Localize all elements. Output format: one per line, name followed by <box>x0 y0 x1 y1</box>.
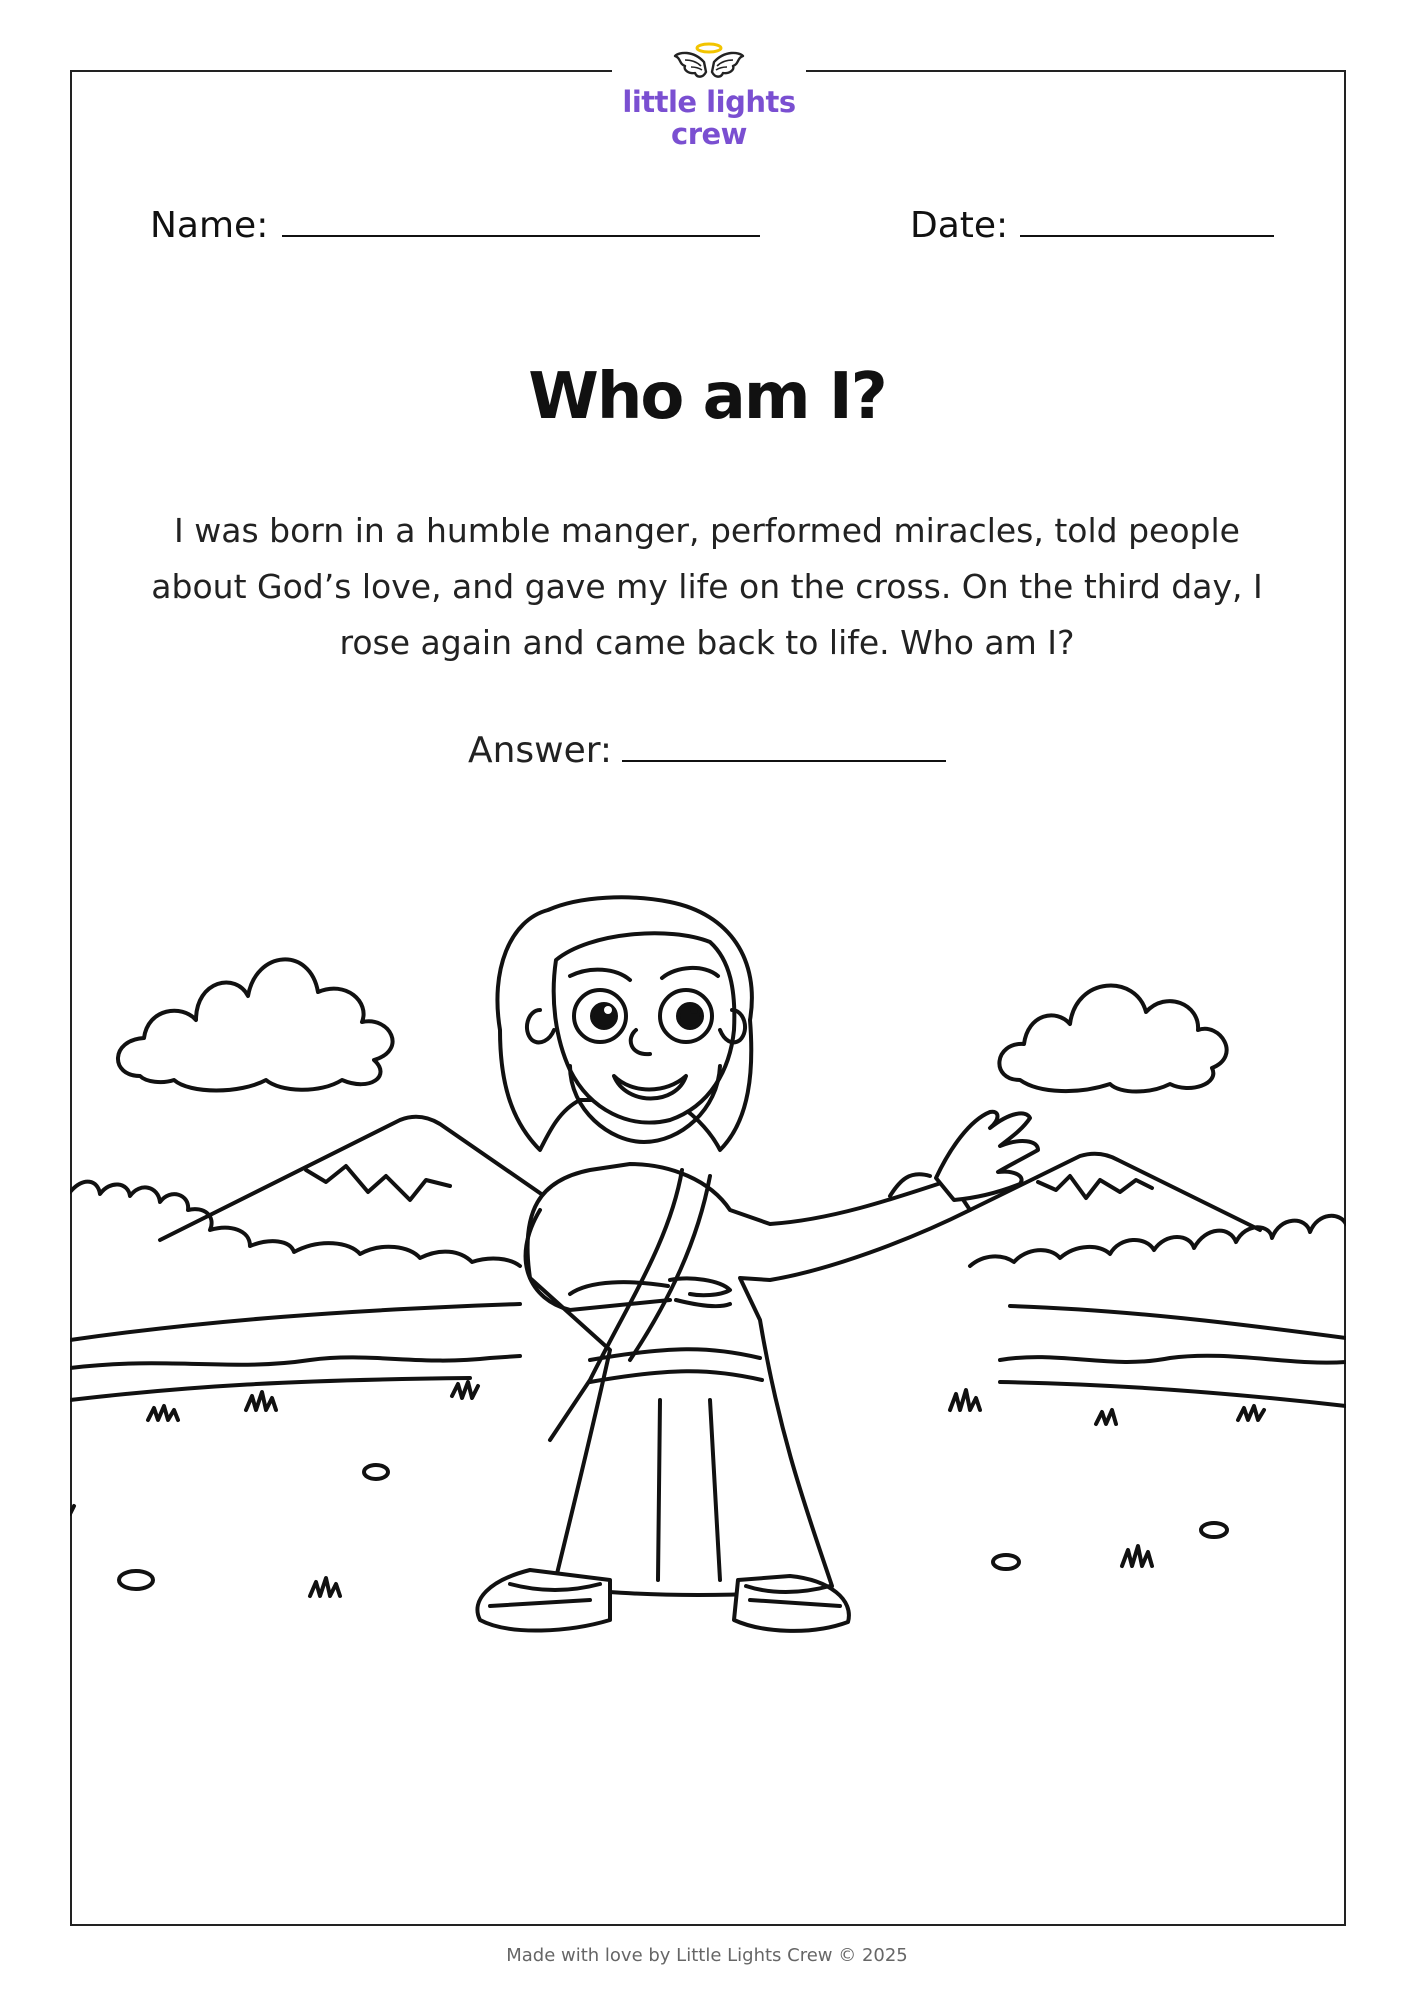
grass-tuft <box>1238 1406 1264 1420</box>
date-blank-line[interactable] <box>1020 205 1274 237</box>
grass-tuft <box>950 1390 980 1410</box>
grass-tuft <box>148 1406 178 1420</box>
grass-tuft <box>1122 1546 1152 1566</box>
grass-tuft <box>246 1392 276 1410</box>
cloud-left <box>118 959 393 1090</box>
pebble <box>364 1465 388 1479</box>
answer-field[interactable] <box>0 730 1414 771</box>
grass-tuft <box>452 1382 478 1398</box>
pebble <box>993 1555 1019 1569</box>
raised-hand <box>936 1112 1038 1200</box>
answer-blank-line[interactable] <box>622 730 946 762</box>
name-label: Name: <box>150 205 269 246</box>
bush-line-right <box>970 1216 1346 1266</box>
grass-tuft <box>1096 1410 1116 1424</box>
brand-name-line2: crew <box>671 117 747 151</box>
date-field[interactable] <box>910 205 1274 246</box>
pebble <box>1201 1523 1227 1537</box>
angel-halo-wings-icon <box>671 40 747 86</box>
footer-credit: Made with love by Little Lights Crew © 2025 <box>506 1945 908 1966</box>
river-bank-top <box>70 1304 520 1340</box>
brand-logo <box>612 40 806 150</box>
answer-label: Answer: <box>467 730 613 771</box>
grass-tuft <box>310 1578 340 1596</box>
bush-line-left <box>70 1182 520 1266</box>
pebble <box>119 1571 153 1589</box>
cloud-right <box>999 986 1226 1092</box>
jesus-coloring-illustration <box>70 880 1346 1920</box>
riddle-text: I was born in a humble manger, performed miracles, told people about God’s love, and gave my life on the cross. On the third day, I rose again and came back to life. Who am I? <box>151 511 1263 662</box>
page-title: Who am I? <box>528 360 886 434</box>
date-label: Date: <box>910 205 1009 246</box>
brand-name-line1: little lights <box>622 85 796 119</box>
name-blank-line[interactable] <box>282 205 760 237</box>
name-field[interactable] <box>150 205 760 246</box>
